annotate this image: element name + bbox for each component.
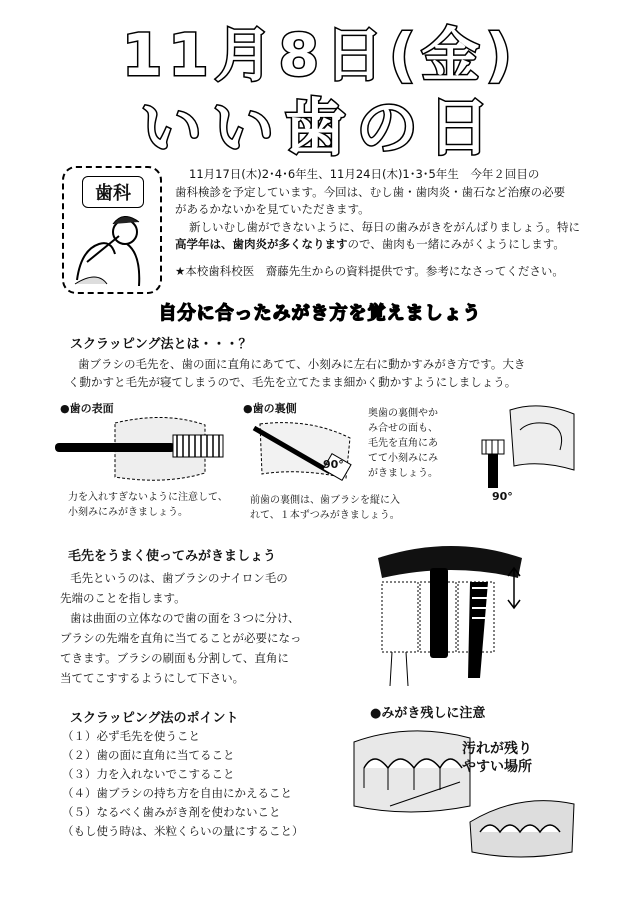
side-note-line-5: がきましょう。 bbox=[368, 468, 438, 479]
intro-text bbox=[175, 166, 595, 280]
remain-note-line-1: 汚れが残り bbox=[462, 741, 532, 757]
dental-badge-label: 歯科 bbox=[82, 176, 144, 208]
intro-line-2: 歯科検診を予定しています。今回は、むし歯・歯肉炎・歯石など治療の必要 bbox=[175, 184, 566, 199]
side-note-line-1: 奥歯の裏側やか bbox=[368, 408, 438, 419]
front-note-line-1: 力を入れすぎないように注意して、 bbox=[68, 492, 228, 503]
front-teeth-label: ●歯の表面 bbox=[60, 402, 114, 415]
angle-label-2: 90° bbox=[492, 490, 513, 503]
points-list bbox=[62, 727, 352, 841]
angle-label-1: 90° bbox=[323, 458, 344, 471]
side-note-line-4: てて小刻みにみ bbox=[368, 453, 438, 464]
scrubbing-desc-1: 歯ブラシの毛先を、歯の面に直角にあてて、小刻みに左右に動かすみがき方です。大き bbox=[78, 357, 526, 371]
side-note-line-3: 毛先を直角にあ bbox=[368, 438, 438, 449]
point-item: （４）歯ブラシの持ち方を自由にかえること bbox=[62, 786, 292, 800]
scrubbing-desc bbox=[68, 356, 588, 391]
side-note-line-2: み合せの面も、 bbox=[368, 423, 438, 434]
back-note-line-1: 前歯の裏側は、歯ブラシを縦に入 bbox=[250, 495, 400, 506]
intro-line-3: があるかないかを見ていただきます。 bbox=[175, 202, 370, 216]
intro-highlight: 歯肉炎が多くなります bbox=[232, 237, 348, 251]
intro-credit: ★本校歯科校医 齋藤先生からの資料提供です。参考になさってください。 bbox=[175, 263, 564, 278]
molar-brushing-illustration bbox=[470, 400, 580, 490]
remain-note bbox=[462, 740, 532, 776]
point-item: （３）力を入れないでこすること bbox=[62, 767, 235, 781]
intro-line-5a: 高学年は、 bbox=[175, 237, 233, 251]
remain-heading: ●みがき残しに注意 bbox=[370, 706, 486, 721]
intro-line-4: 新しいむし歯ができないように、毎日の歯みがきをがんばりましょう。特に bbox=[189, 219, 580, 234]
scrubbing-heading: スクラッピング法とは・・・？ bbox=[70, 337, 252, 352]
point-item: （もし使う時は、米粒くらいの量にすること） bbox=[62, 824, 304, 838]
points-heading: スクラッピング法のポイント bbox=[70, 711, 239, 726]
back-teeth-label: ●歯の裏側 bbox=[243, 402, 297, 415]
point-item: （５）なるべく歯みがき剤を使わないこと bbox=[62, 805, 281, 819]
point-item: （２）歯の面に直角に当てること bbox=[62, 748, 235, 762]
back-note-line-2: れて、１本ずつみがきましょう。 bbox=[250, 510, 400, 521]
remain-note-line-2: やすい場所 bbox=[462, 759, 532, 775]
scrubbing-desc-2: く動かすと毛先が寝てしまうので、毛先を立てたまま細かく動かすようにしましょう。 bbox=[68, 374, 517, 389]
back-brushing-illustration bbox=[250, 418, 360, 486]
front-note-line-2: 小刻みにみがきましょう。 bbox=[68, 507, 188, 518]
bristle-line-4: ブラシの先端を直角に当てることが必要になっ bbox=[60, 631, 302, 645]
bristle-illustration bbox=[372, 538, 532, 688]
side-note bbox=[368, 406, 468, 481]
bristle-line-1: 毛先というのは、歯ブラシのナイロン毛の bbox=[70, 571, 288, 585]
bristle-text bbox=[60, 568, 340, 688]
front-note bbox=[68, 490, 248, 520]
title-event: いい歯の日 bbox=[139, 91, 500, 164]
intro-line-1: 11月17日(木)2･4･6年生、11月24日(木)1･3･5年生 今年２回目の bbox=[189, 167, 540, 181]
intro-line-5c: ので、歯肉も一緒にみがくようにします。 bbox=[347, 237, 565, 251]
front-brushing-illustration bbox=[55, 415, 235, 485]
intro-line-5 bbox=[175, 236, 595, 254]
bristle-line-2: 先端のことを指します。 bbox=[60, 591, 186, 605]
section-subtitle: 自分に合ったみがき方を覚えましょう bbox=[158, 303, 482, 324]
bristle-line-5: てきます。ブラシの刷面も分割して、直角に bbox=[60, 651, 289, 665]
point-item: （１）必ず毛先を使うこと bbox=[62, 729, 200, 743]
bristle-heading: 毛先をうまく使ってみがきましょう bbox=[68, 549, 277, 564]
title-date: 11月8日(金) bbox=[121, 21, 519, 89]
back-note bbox=[250, 493, 450, 523]
bristle-line-3: 歯は曲面の立体なので歯の面を３つに分け、 bbox=[70, 611, 300, 625]
bristle-line-6: 当ててこすするようにして下さい。 bbox=[60, 671, 245, 685]
child-dentist-illustration bbox=[67, 210, 157, 288]
